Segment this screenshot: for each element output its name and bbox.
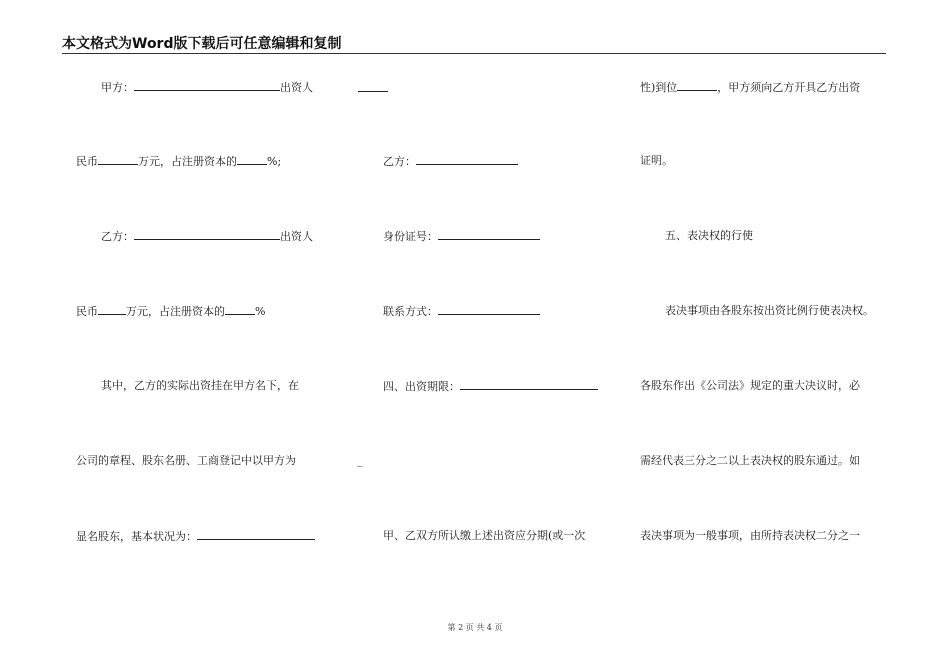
left-paragraph-2: 公司的章程、股东名册、工商登记中以甲方为	[76, 454, 296, 467]
currency-2-prefix: 民币	[76, 305, 98, 318]
middle-paragraph: 甲、乙双方所认缴上述出资应分期(或一次	[383, 529, 586, 542]
party-b-suffix: 出资人	[280, 230, 313, 243]
left-paragraph-3	[76, 529, 315, 544]
id-number-label: 身份证号：	[383, 230, 438, 243]
party-b-label: 乙方：	[101, 230, 134, 243]
currency-2-percent-blank	[225, 304, 255, 315]
currency-1-prefix: 民币	[76, 155, 98, 168]
right-line-3: 表决事项由各股东按出资比例行使表决权。	[665, 304, 874, 317]
section-4-blank	[460, 379, 598, 390]
currency-2-suffix: %	[255, 305, 266, 318]
page-number: 第 2 页 共 4 页	[447, 623, 503, 632]
id-number-line	[383, 229, 540, 244]
party-b-line	[101, 229, 313, 244]
currency-line-1	[76, 154, 281, 169]
middle-dash: _	[357, 454, 363, 467]
contact-blank	[438, 304, 540, 315]
middle-party-b-blank	[416, 154, 518, 165]
currency-line-2	[76, 304, 265, 319]
party-b-blank	[134, 229, 280, 240]
right-line-1	[640, 80, 860, 95]
currency-1-percent-blank	[237, 154, 267, 165]
basic-info-blank	[197, 529, 315, 540]
currency-1-suffix: %;	[267, 155, 282, 168]
right-line-4: 各股东作出《公司法》规定的重大决议时，必	[640, 379, 860, 392]
right-line-6: 表决事项为一般事项，由所持表决权二分之一	[640, 529, 860, 542]
middle-party-b-label: 乙方：	[383, 155, 416, 168]
party-a-label: 甲方：	[101, 81, 134, 94]
right-line-1-blank	[677, 80, 717, 91]
section-5-heading: 五、表决权的行使	[665, 229, 753, 242]
party-a-line	[101, 80, 313, 95]
contact-line	[383, 304, 540, 319]
right-line-1b: ，甲方须向乙方开具乙方出资	[717, 81, 861, 94]
currency-2-amount-blank	[98, 304, 126, 315]
currency-1-amount-blank	[98, 154, 138, 165]
basic-info-label: 显名股东，基本状况为：	[76, 530, 197, 543]
section-4-line	[383, 379, 598, 394]
left-paragraph-1: 其中，乙方的实际出资挂在甲方名下，在	[101, 379, 299, 392]
page-header-title: 本文格式为Word版下载后可任意编辑和复制	[62, 36, 342, 52]
right-line-1a: 性)到位	[640, 81, 678, 94]
currency-2-middle: 万元，占注册资本的	[126, 305, 225, 318]
contact-label: 联系方式：	[383, 305, 438, 318]
header-divider	[62, 53, 886, 54]
party-a-suffix: 出资人	[280, 81, 313, 94]
id-number-blank	[438, 229, 540, 240]
middle-party-b-line	[383, 154, 518, 169]
right-line-5: 需经代表三分之二以上表决权的股东通过。如	[640, 454, 860, 467]
section-4-label: 四、出资期限：	[383, 380, 460, 393]
right-line-2: 证明。	[640, 154, 673, 167]
currency-1-middle: 万元，占注册资本的	[138, 155, 237, 168]
party-a-blank	[134, 80, 280, 91]
middle-top-blank	[358, 91, 388, 92]
